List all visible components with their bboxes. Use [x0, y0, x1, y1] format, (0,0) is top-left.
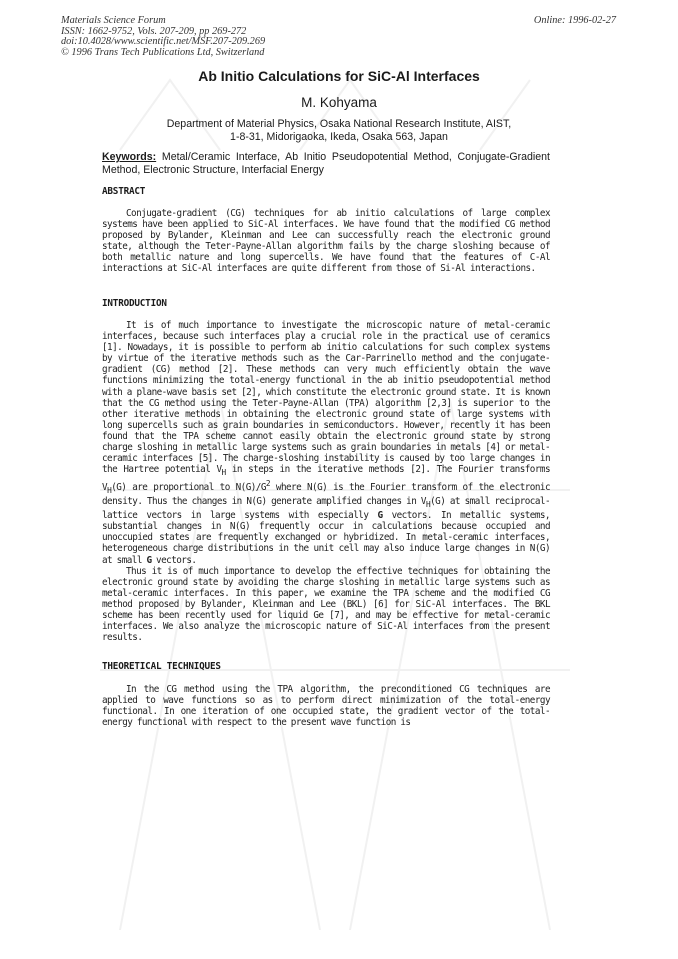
doi-line: doi:10.4028/www.scientific.net/MSF.207-209.269: [61, 36, 266, 48]
keywords-label: Keywords:: [102, 151, 157, 163]
affiliation: [80, 118, 598, 143]
theoretical-paragraph: In the CG method using the TPA algorithm, the preconditioned CG techniques are applied to wave functions so as to perform direct minimization of the total-energy functional. In one iteration of one occupied state, the gradient vector of the total-energy functional with respect to the present wave function is: [102, 684, 550, 729]
paper-title: Ab Initio Calculations for SiC-Al Interfaces: [198, 68, 480, 84]
journal-name: Materials Science Forum: [61, 15, 166, 26]
copyright-line: © 1996 Trans Tech Publications Ltd, Switzerland: [61, 46, 265, 58]
keywords-text: Metal/Ceramic Interface, Ab Initio Pseudopotential Method, Conjugate-Gradient Method, Electronic Structure, Interfacial Energy: [102, 151, 550, 176]
issn-line: ISSN: 1662-9752, Vols. 207-209, pp 269-272: [61, 25, 247, 37]
affiliation-line: 1-8-31, Midorigaoka, Ikeda, Osaka 563, Japan: [230, 130, 448, 143]
introduction-heading: INTRODUCTION: [102, 298, 167, 309]
online-date: Online: 1996-02-27: [533, 15, 616, 26]
introduction-body: [102, 320, 550, 643]
affiliation-line: Department of Material Physics, Osaka National Research Institute, AIST,: [166, 118, 512, 130]
journal-header: [61, 16, 421, 58]
author: M. Kohyama: [301, 95, 377, 110]
introduction-paragraph: Thus it is of much importance to develop the effective techniques for obtaining the electronic ground state by avoiding the charge sloshing in metallic large systems such as metal-ceramic interfaces. In this paper, we examine the TPA scheme and the modified CG method proposed by Bylander, Kleinman and Lee (BKL) [6] for SiC-Al interfaces. The BKL scheme has been recently used for liquid Ge [7], and may be effective for metal-ceramic interfaces. We also analyze the microscopic nature of SiC-Al interfaces from the present results.: [102, 565, 550, 644]
introduction-paragraph: It is of much importance to investigate the microscopic nature of metal-ceramic interfaces, because such interfaces play a crucial role in the practical use of ceramics [1]. Nowadays, it is possible to perform ab initio calculations for such complex systems by virtue of the iterative methods such as the Car-Parrinello method and the conjugate-gradient (CG) method [2]. These methods can very much efficiently obtain the wave functions minimizing the total-energy functional in the ab initio pseudopotential method with a plane-wave basis set [2], which constitute the electronic ground state. It is known that the CG method using the Teter-Payne-Allan (TPA) algorithm [2,3] is superior to the other iterative methods in obtaining the electronic ground state of large systems with long supercells such as grain boundaries in semiconductors. However, recently it has been found that the TPA scheme cannot easily obtain the electronic ground state by strong charge sloshing in metallic large systems such as grain boundaries in metals [4] or metal-ceramic interfaces [5]. The charge-sloshing instability is caused by too large changes in the Hartree potential $V_H$ in steps in the iterative methods [2]. The Fourier transforms $V_H(G)$ are proportional to $N(G)/G^2$ where N(G) is the Fourier transform of the electronic density. Thus the changes in N(G) generate amplified changes in $V_H(G)$ at small reciprocal-lattice vectors in large systems with especially G vectors. In metallic systems, substantial changes in N(G) frequently occur in calculations because occupied and unoccupied states are frequently exchanged or hybridized. In metal-ceramic interfaces, heterogeneous charge distributions in the unit cell may also induce large changes in N(G) at small G vectors.: [102, 320, 550, 566]
keywords: [102, 151, 550, 176]
theoretical-heading: THEORETICAL TECHNIQUES: [102, 661, 221, 672]
abstract-heading: ABSTRACT: [102, 186, 146, 197]
theoretical-body: [102, 684, 550, 728]
abstract-paragraph: Conjugate-gradient (CG) techniques for ab initio calculations of large complex systems have been applied to SiC-Al interfaces. We have found that the modified CG method proposed by Bylander, Kleinman and Lee can successfully reach the electronic ground state, although the Teter-Payne-Allan algorithm fails by the charge sloshing because of both metallic nature and long supercells. We have found that the features of C-Al interactions at SiC-Al interfaces are quite different from those of Si-Al interactions.: [102, 208, 550, 275]
abstract-body: [102, 208, 550, 275]
